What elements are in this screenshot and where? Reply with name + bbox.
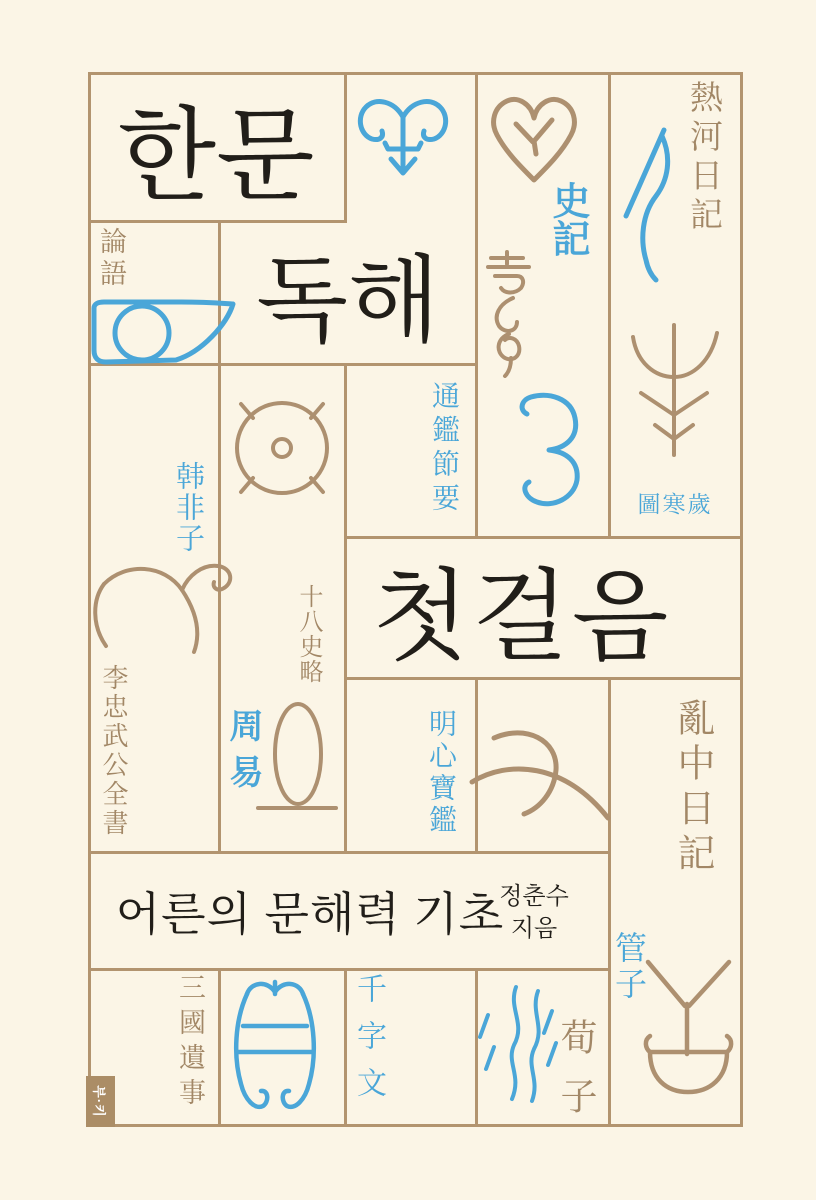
label-sehando: 圖寒歲 xyxy=(637,492,713,517)
turtle-face-pictograph xyxy=(227,978,323,1114)
tree-pictograph xyxy=(627,315,722,461)
title-dokhae: 독해 xyxy=(256,248,440,354)
hand-pictograph xyxy=(468,724,612,824)
eye-pictograph xyxy=(86,296,238,370)
label-tonggam-jeolyo: 通鑑節要 xyxy=(428,381,459,517)
elephant-pictograph xyxy=(84,558,238,660)
title-cheotgeoreum: 첫걸음 xyxy=(372,562,672,673)
grid-vline xyxy=(608,72,611,539)
author-role: 지음 xyxy=(510,916,558,943)
title-hanmun: 한문 xyxy=(117,100,315,214)
label-noneo: 論語 xyxy=(96,227,126,291)
author-credit xyxy=(488,881,580,946)
crescent-swirl-pictograph xyxy=(497,388,591,510)
grid-border-bottom xyxy=(88,1124,743,1127)
grid-hline xyxy=(88,851,611,854)
grid-hline xyxy=(88,968,611,971)
ram-horns-pictograph xyxy=(352,93,454,191)
grid-vline xyxy=(344,968,347,1127)
label-yeolha-ilgi: 熱河日記 xyxy=(685,80,721,236)
egg-pictograph xyxy=(256,698,338,814)
grid-border-right xyxy=(740,72,743,1127)
label-cheonjamun: 千字文 xyxy=(352,973,385,1114)
person-pictograph xyxy=(618,124,676,286)
water-stream-pictograph xyxy=(476,981,558,1105)
seal-script-pictograph xyxy=(483,250,535,378)
subtitle: 어른의 문해력 기초 xyxy=(115,889,505,940)
grid-vline xyxy=(218,968,221,1127)
label-gwanja: 管子 xyxy=(611,931,647,1003)
label-hanbija: 韩非子 xyxy=(172,461,204,554)
grid-vline xyxy=(475,72,478,539)
goblet-pictograph xyxy=(640,956,737,1098)
publisher-logo xyxy=(86,1076,115,1127)
label-myeongsim-bogam: 明心寶鑑 xyxy=(425,709,456,837)
label-samguk-yusa: 三國遺事 xyxy=(175,973,205,1113)
sun-pictograph xyxy=(229,392,335,504)
label-sagi: 史記 xyxy=(546,181,588,257)
label-nanjung-ilgi: 亂中日記 xyxy=(671,698,713,878)
label-yi-chungmugong-jeonseo: 李忠武公全書 xyxy=(99,664,128,838)
grid-vline xyxy=(344,72,347,223)
publisher-logo-text: 부·키 xyxy=(92,1085,108,1118)
heart-pictograph xyxy=(486,92,582,192)
label-sunja: 荀子 xyxy=(554,1018,595,1136)
author-name: 정춘수 xyxy=(499,884,569,910)
label-juyeok: 周易 xyxy=(224,708,261,800)
label-sippalsaryak: 十八史略 xyxy=(295,584,321,684)
